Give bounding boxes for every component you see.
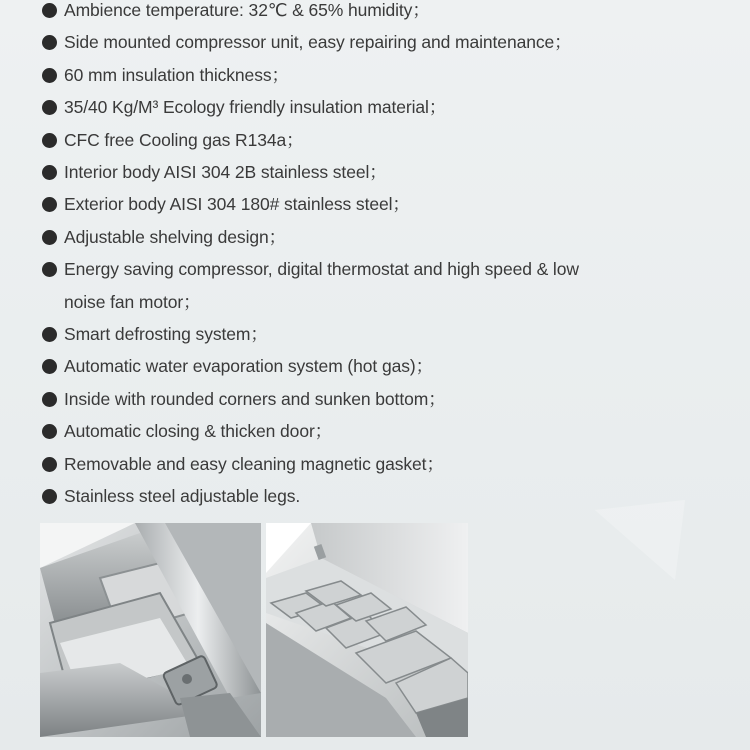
feature-text: Removable and easy cleaning magnetic gasket； xyxy=(64,453,444,474)
feature-item xyxy=(42,318,682,350)
feature-item xyxy=(42,124,682,156)
product-photo-hinge xyxy=(40,523,261,737)
feature-text: CFC free Cooling gas R134a； xyxy=(64,129,304,150)
bullet-icon xyxy=(42,133,57,148)
feature-item xyxy=(42,480,682,512)
product-photo-gn-pans xyxy=(266,523,468,737)
feature-item xyxy=(42,253,682,318)
feature-item xyxy=(42,415,682,447)
feature-item xyxy=(42,156,682,188)
feature-text: Ambience temperature: 32℃ & 65% humidity； xyxy=(64,0,430,20)
bullet-icon xyxy=(42,230,57,245)
hinge-closeup-image xyxy=(40,523,261,737)
bullet-icon xyxy=(42,3,57,18)
feature-text: Inside with rounded corners and sunken bottom； xyxy=(64,388,446,409)
feature-text: Adjustable shelving design； xyxy=(64,226,287,247)
bullet-icon xyxy=(42,197,57,212)
bullet-icon xyxy=(42,392,57,407)
feature-text: 35/40 Kg/M³ Ecology friendly insulation material； xyxy=(64,97,447,118)
bullet-icon xyxy=(42,359,57,374)
feature-text: Smart defrosting system； xyxy=(64,324,268,345)
watermark-graphic xyxy=(595,500,685,580)
feature-item xyxy=(42,448,682,480)
bullet-icon xyxy=(42,165,57,180)
bullet-icon xyxy=(42,35,57,50)
bullet-icon xyxy=(42,68,57,83)
feature-text: Stainless steel adjustable legs. xyxy=(64,486,301,507)
bullet-icon xyxy=(42,424,57,439)
bullet-icon xyxy=(42,100,57,115)
feature-item xyxy=(42,91,682,123)
feature-item xyxy=(42,188,682,220)
feature-item xyxy=(42,350,682,382)
bullet-icon xyxy=(42,327,57,342)
feature-item xyxy=(42,221,682,253)
feature-text: Exterior body AISI 304 180# stainless steel； xyxy=(64,194,410,215)
feature-text: Automatic water evaporation system (hot gas)； xyxy=(64,356,433,377)
bullet-icon xyxy=(42,457,57,472)
feature-text: Automatic closing & thicken door； xyxy=(64,421,333,442)
feature-text: 60 mm insulation thickness； xyxy=(64,64,289,85)
feature-text: Side mounted compressor unit, easy repairing and maintenance； xyxy=(64,32,572,53)
feature-item xyxy=(42,0,682,26)
feature-text: Interior body AISI 304 2B stainless steel； xyxy=(64,162,387,183)
feature-text: Energy saving compressor, digital thermostat and high speed & low noise fan motor； xyxy=(64,259,579,312)
feature-item xyxy=(42,59,682,91)
bullet-icon xyxy=(42,262,57,277)
gn-pans-image xyxy=(266,523,468,737)
bullet-icon xyxy=(42,489,57,504)
feature-item xyxy=(42,383,682,415)
feature-item xyxy=(42,26,682,58)
feature-list xyxy=(42,0,682,513)
